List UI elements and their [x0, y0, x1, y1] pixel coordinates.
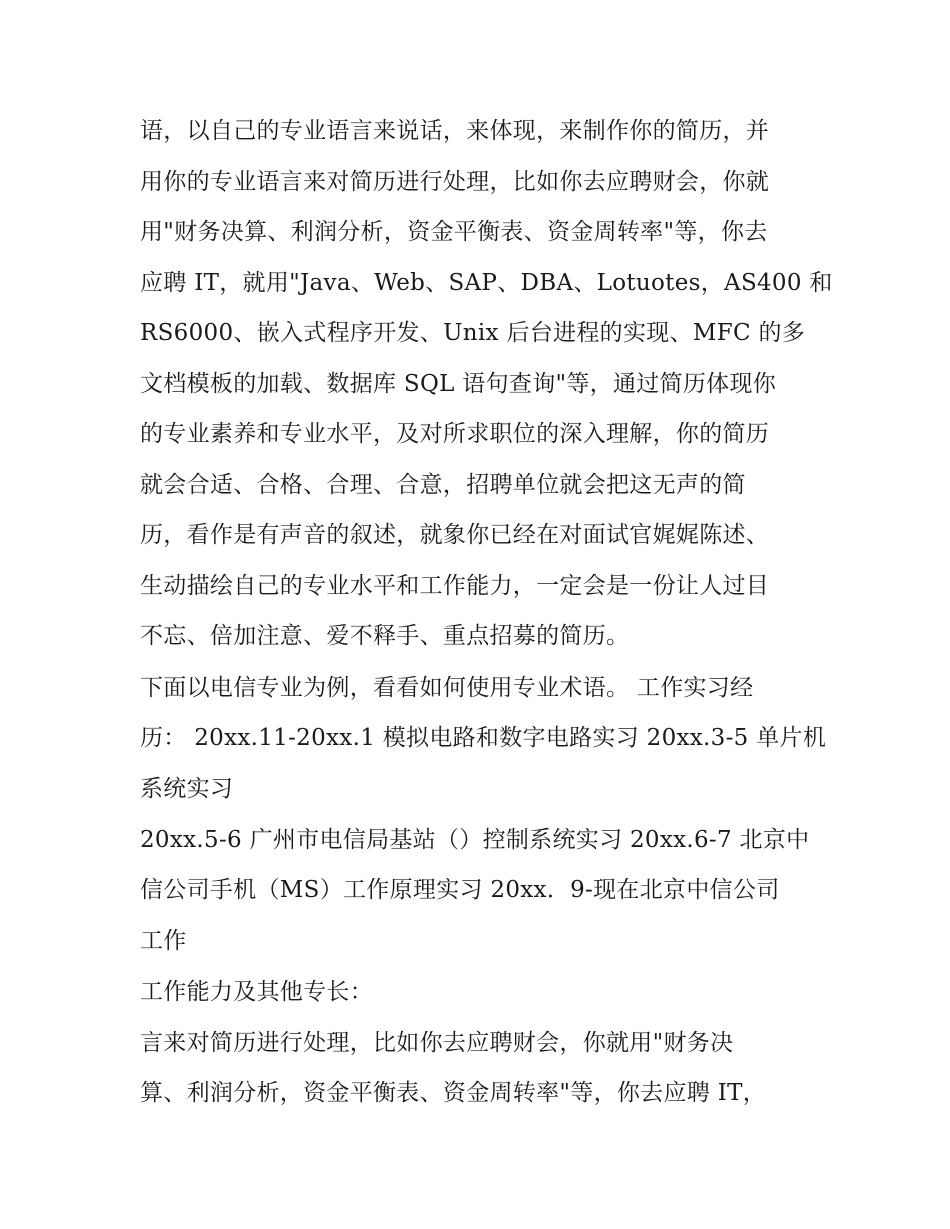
text-line: 就会合适、合格、合理、合意，招聘单位就会把这无声的简: [140, 472, 746, 498]
text-line: 生动描绘自己的专业水平和工作能力，一定会是一份让人过目: [140, 573, 770, 599]
text-line: 语，以自己的专业语言来说话，来体现，来制作你的简历，并: [140, 118, 770, 144]
text-line: 工作: [140, 928, 187, 954]
text-line: RS6000、嵌入式程序开发、Unix 后台进程的实现、MFC 的多: [140, 320, 806, 346]
text-line: 用"财务决算、利润分析，资金平衡表、资金周转率"等，你去: [140, 219, 768, 245]
text-line: 的专业素养和专业水平，及对所求职位的深入理解，你的简历: [140, 421, 770, 447]
text-line: 不忘、倍加注意、爱不释手、重点招募的简历。: [140, 623, 630, 649]
text-line: 信公司手机（MS）工作原理实习 20xx．9-现在北京中信公司: [140, 877, 780, 903]
text-line: 应聘 IT，就用"Java、Web、SAP、DBA、Lotuotes，AS400 和: [140, 270, 833, 296]
section-heading: 工作能力及其他专长：: [140, 979, 373, 1005]
text-line: 历，看作是有声音的叙述，就象你已经在对面试官娓娓陈述、: [140, 522, 770, 548]
text-line: 历： 20xx.11-20xx.1 模拟电路和数字电路实习 20xx.3-5 单片机: [140, 725, 827, 751]
text-line: 言来对简历进行处理，比如你去应聘财会，你就用"财务决: [140, 1030, 734, 1056]
text-line: 算、利润分析，资金平衡表、资金周转率"等，你去应聘 IT，: [140, 1080, 767, 1106]
text-line: 用你的专业语言来对简历进行处理，比如你去应聘财会，你就: [140, 169, 770, 195]
text-line: 文档模板的加载、数据库 SQL 语句查询"等，通过简历体现你: [140, 371, 777, 397]
text-line: 系统实习: [140, 776, 234, 802]
text-line: 20xx.5-6 广州市电信局基站（）控制系统实习 20xx.6-7 北京中: [140, 827, 810, 853]
text-line: 下面以电信专业为例，看看如何使用专业术语。 工作实习经: [140, 675, 754, 701]
